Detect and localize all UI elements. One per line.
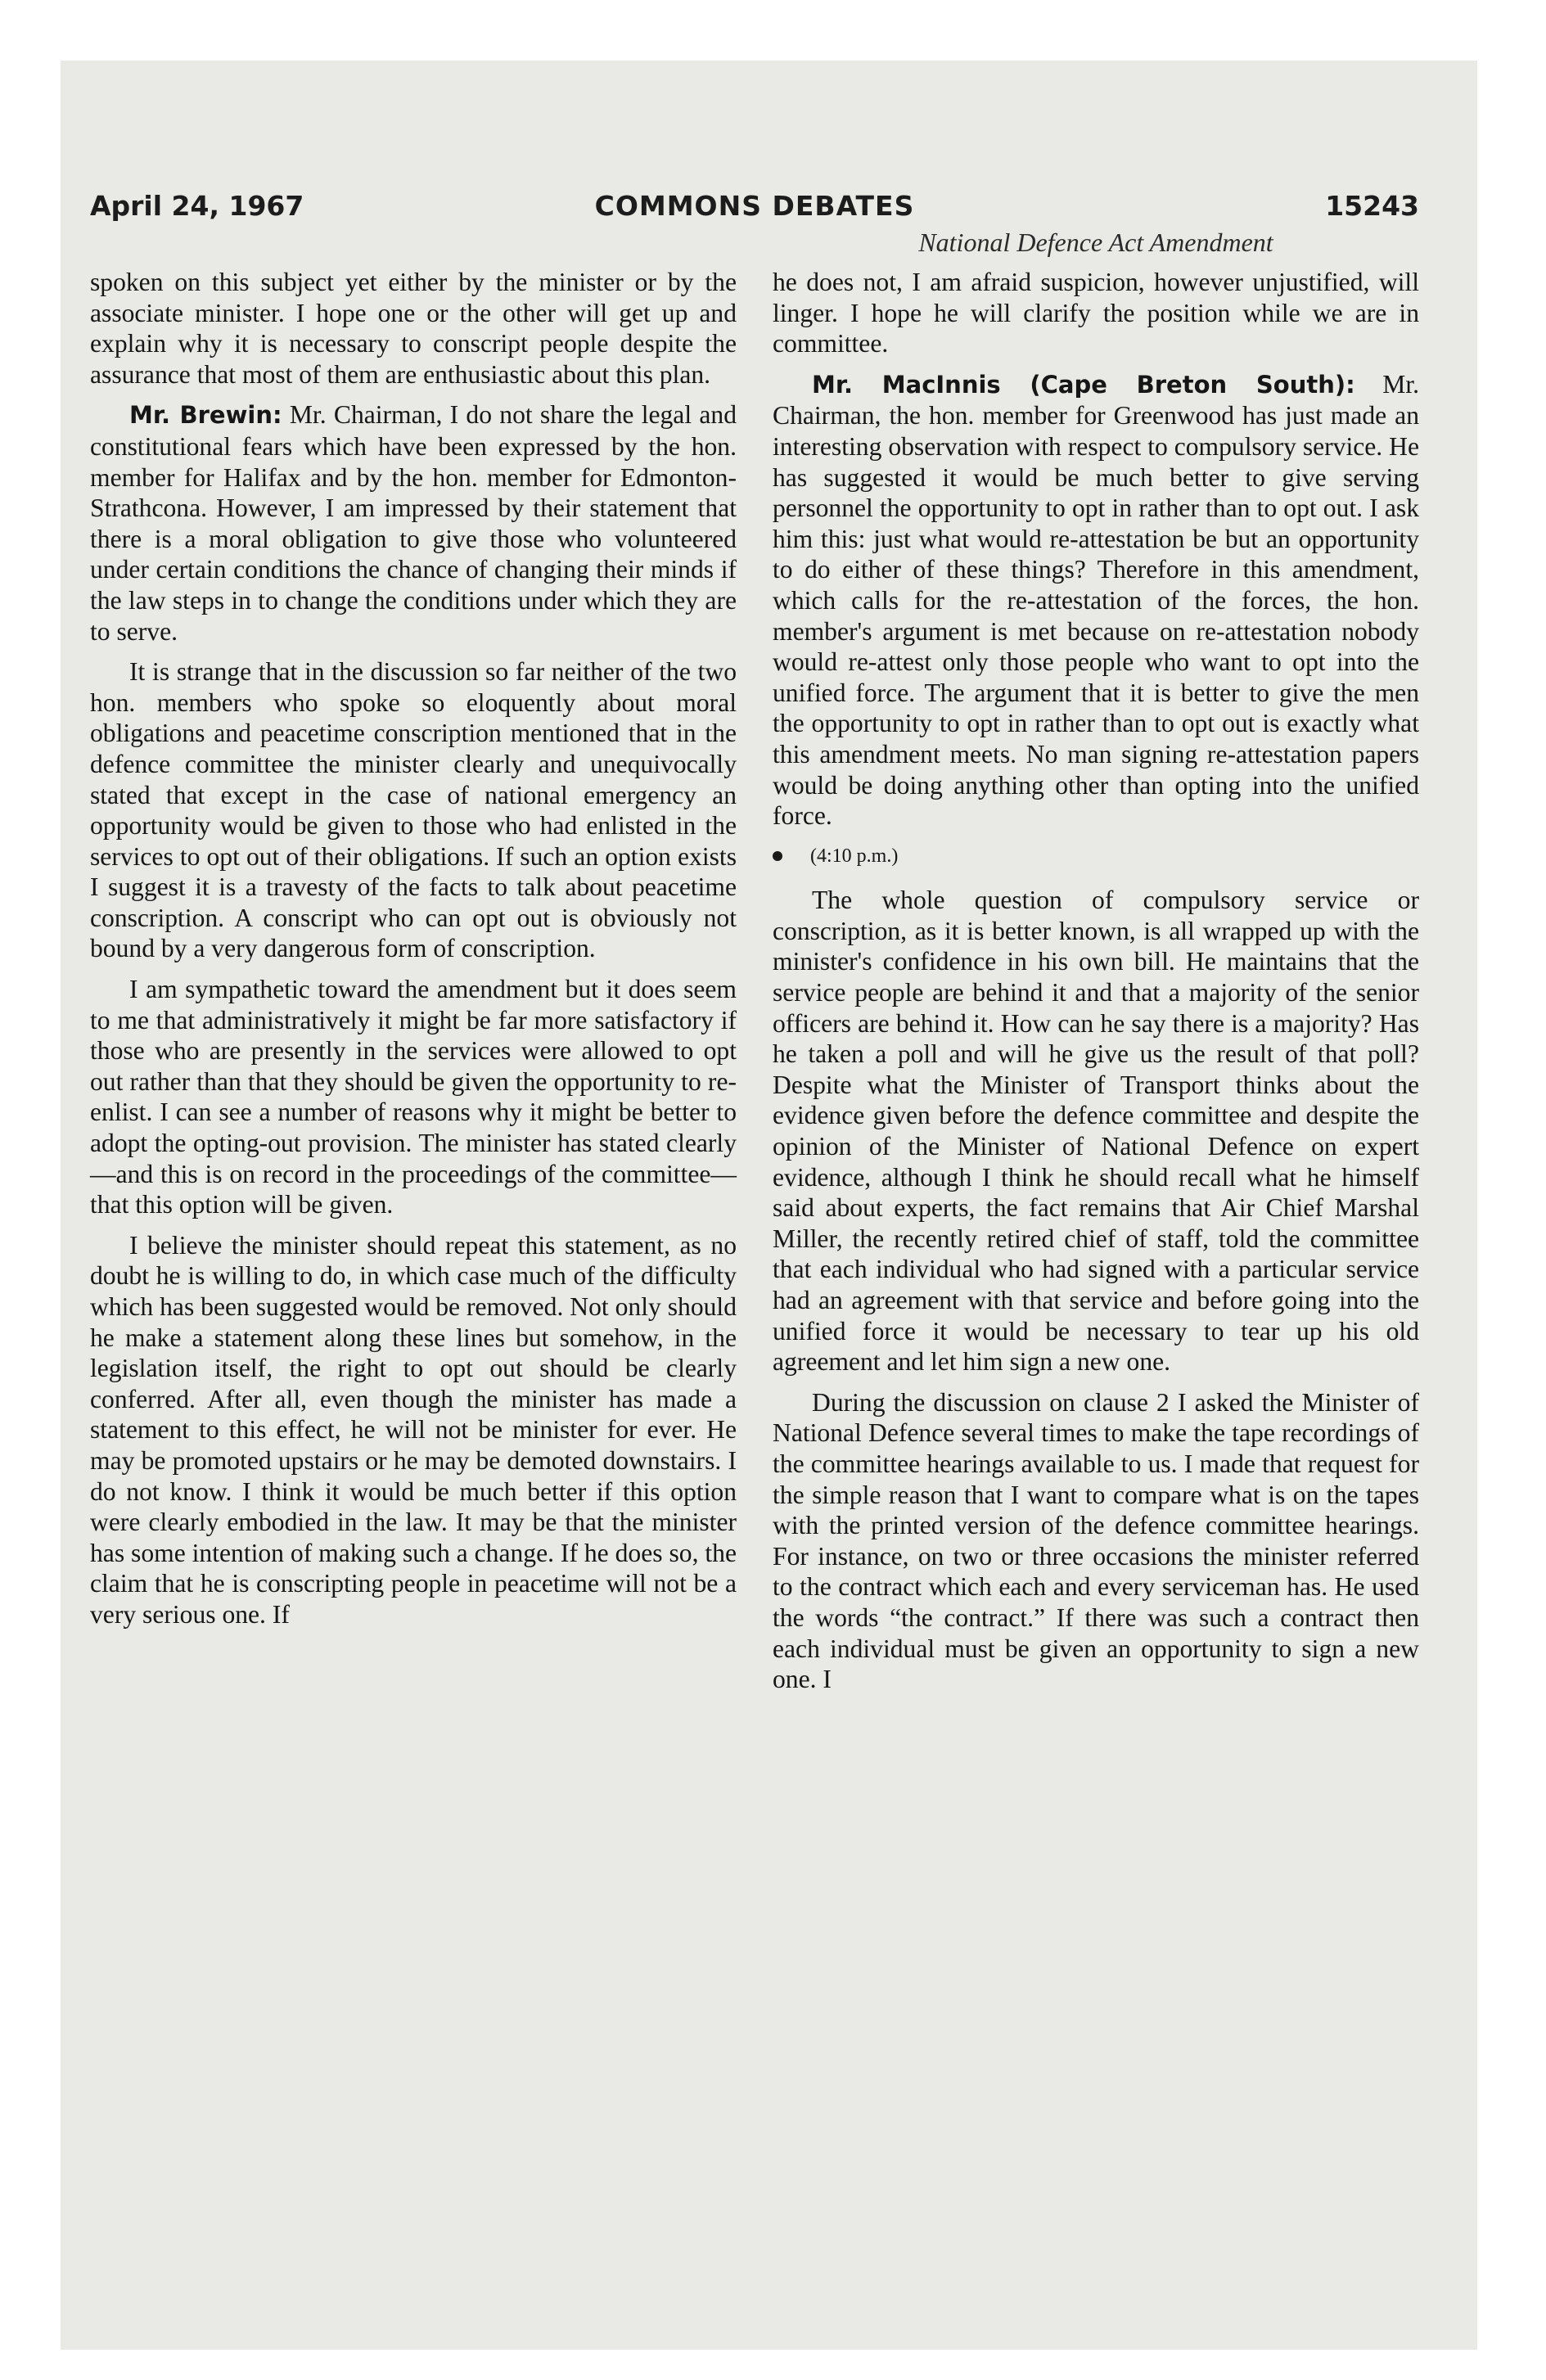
speech-paragraph — [773, 369, 1419, 832]
bullet-icon — [773, 851, 782, 861]
right-column — [773, 267, 1419, 1705]
document-page — [90, 190, 1419, 1694]
speech-paragraph — [90, 399, 737, 647]
speech-text: Mr. Chairman, the hon. member for Greenwood has just made an interesting observation with respect to compulsory service. He has suggested it would be much better to give serving personnel the opportunity to opt in rather than to opt out. I ask him this: just what would re-attestation be but an opportunity to do either of these things? Therefore in this amendment, which calls for the re-attestation of the forces, the hon. member's argument is met because on re-attestation nobody would re-attest only those people who want to opt into the unified force. The argument that it is better to give the men the opportunity to opt in rather than to opt out is exactly what this amendment meets. No man signing re-attestation papers would be doing anything other than opting into the unified force. — [773, 369, 1419, 831]
page-number: 15243 — [1325, 190, 1419, 222]
paragraph: I believe the minister should repeat this statement, as no doubt he is willing to do, in which case much of the difficulty which has been suggested would be removed. Not only should he make a statement along these lines but somehow, in the legislation itself, the right to opt out should be clearly conferred. After all, even though the minister has made a statement to this effect, he will not be minister for ever. He may be promoted upstairs or he may be demoted downstairs. I do not know. I think it would be much better if this option were clearly embodied in the law. It may be that the minister has some intention of making such a change. If he does so, the claim that he is conscripting people in peacetime will not be a very serious one. If — [90, 1230, 737, 1629]
speaker-name: Mr. MacInnis (Cape Breton South): — [812, 370, 1355, 399]
speaker-name: Mr. Brewin: — [129, 401, 282, 430]
time-marker — [773, 841, 1419, 872]
page-date: April 24, 1967 — [90, 190, 304, 222]
paragraph: The whole question of compulsory service or conscription, as it is better known, is all wrapped up with the minister's confidence in his own bill. He maintains that the service people are behind it and that a majority of the senior officers are behind it. How can he say there is a majority? Has he taken a poll and will he give us the result of that poll? Despite what the Minister of Transport thinks about the evidence given before the defence committee and despite the opinion of the Minister of National Defence on expert evidence, although I think he should recall what he himself said about experts, the fact remains that Air Chief Marshal Miller, the recently retired chief of staff, told the committee that each individual who had signed with a particular service had an agreement with that service and before going into the unified force it would be necessary to tear up his old agreement and let him sign a new one. — [773, 886, 1419, 1377]
time-stamp: (4:10 p.m.) — [810, 845, 899, 867]
paragraph: I am sympathetic toward the amendment but it does seem to me that administratively it might be far more satisfactory if those who are presently in the services were allowed to opt out rather than that they should be given the opportunity to re-enlist. I can see a number of reasons why it might be better to adopt the opting-out provision. The minister has stated clearly—and this is on record in the proceedings of the committee—that this option will be given. — [90, 975, 737, 1219]
paragraph: spoken on this subject yet either by the minister or by the associate minister. I hope one or the other will get up and explain why it is necessary to conscript people despite the assurance that most of them are enthusiastic about this plan. — [90, 268, 737, 389]
section-title: National Defence Act Amendment — [918, 228, 1273, 257]
left-column — [90, 267, 737, 1640]
publication-title: COMMONS DEBATES — [594, 190, 915, 222]
page-header — [90, 190, 1419, 228]
paragraph: he does not, I am afraid suspicion, however unjustified, will linger. I hope he will clarify the position while we are in committee. — [773, 268, 1419, 358]
paragraph: During the discussion on clause 2 I asked the Minister of National Defence several times to make the tape recordings of the committee hearings available to us. I made that request for the simple reason that I want to compare what is on the tapes with the printed version of the defence committee hearings. For instance, on two or three occasions the minister referred to the contract which each and every serviceman has. He used the words “the contract.” If there was such a contract then each individual must be given an opportunity to sign a new one. I — [773, 1387, 1419, 1694]
speech-text: Mr. Chairman, I do not share the legal and constitutional fears which have been expressed by the hon. member for Halifax and by the hon. member for Edmonton-Strathcona. However, I am impressed by their statement that there is a moral obligation to give those who volunteered under certain conditions the chance of changing their minds if the law steps in to change the conditions under which they are to serve. — [90, 400, 737, 646]
paragraph: It is strange that in the discussion so far neither of the two hon. members who spoke so eloquently about moral obligations and peacetime conscription mentioned that in the defence committee the minister clearly and unequivocally stated that except in the case of national emergency an opportunity would be given to those who had enlisted in the services to opt out of their obligations. If such an option exists I suggest it is a travesty of the facts to talk about peacetime conscription. A conscript who can opt out is obviously not bound by a very dangerous form of conscription. — [90, 657, 737, 963]
